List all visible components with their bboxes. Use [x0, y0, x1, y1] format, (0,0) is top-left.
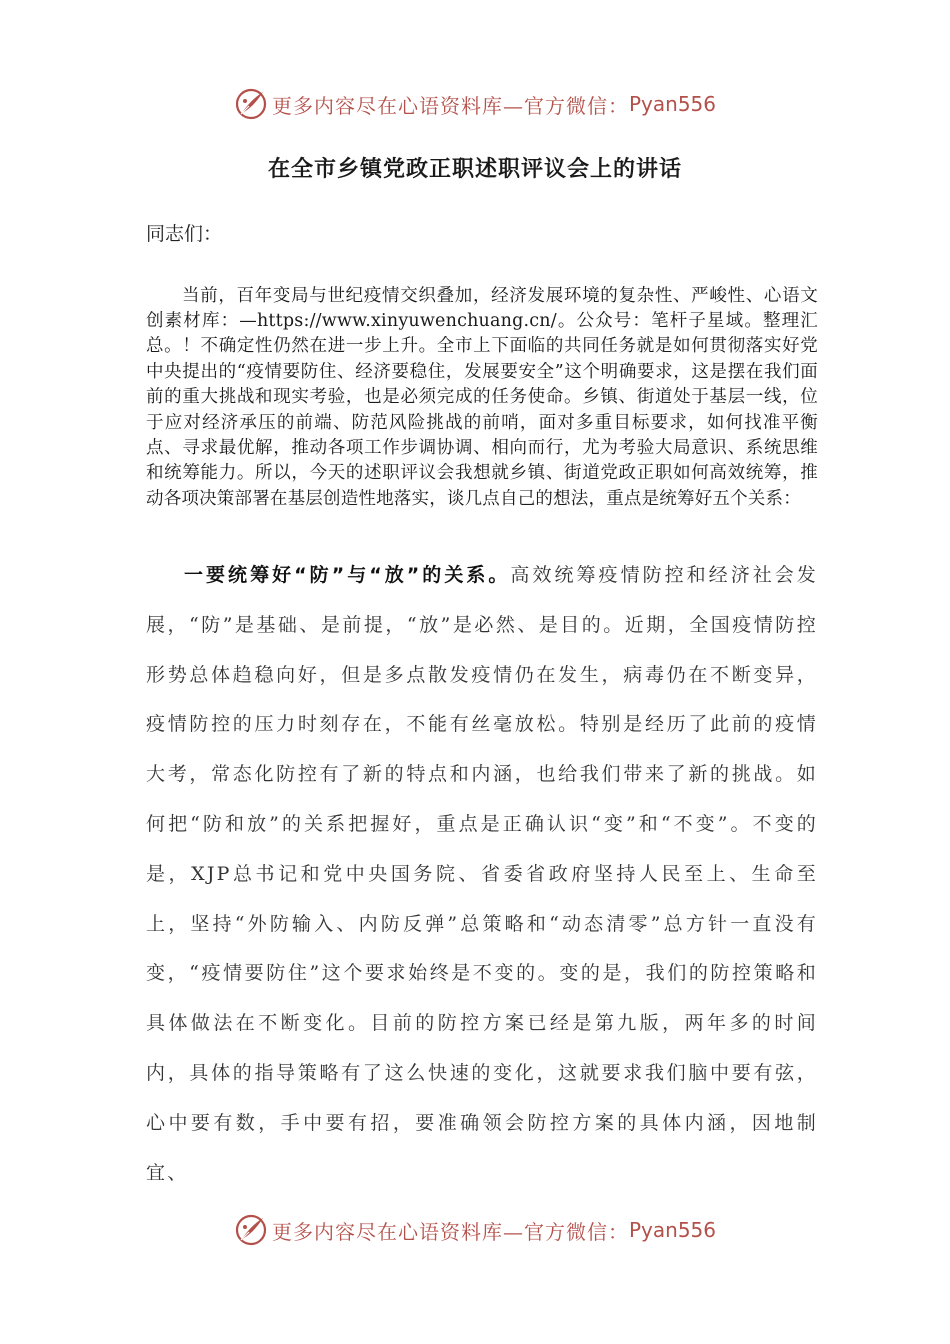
intro-paragraph: 当前，百年变局与世纪疫情交织叠加，经济发展环境的复杂性、严峻性、心语文创素材库：—https://www.xinyuwenchuang.cn/。公众号：笔杆子星域。整理汇总。！不确定性仍然在进一步上升。全市上下面临的共同任务就是如何贯彻落实好党中央提出的“疫情要防住、经济要稳住，发展要安全”这个明确要求，这是摆在我们面前的重大挑战和现实考验，也是必须完成的任务使命。乡镇、街道处于基层一线，位于应对经济承压的前端、防范风险挑战的前哨，面对多重目标要求，如何找准平衡点、寻求最优解，推动各项工作步调协调、相向而行，尤为考验大局意识、系统思维和统筹能力。所以，今天的述职评议会我想就乡镇、街道党政正职如何高效统筹，推动各项决策部署在基层创造性地落实，谈几点自己的想法，重点是统筹好五个关系：: [146, 285, 818, 509]
quill-pen-logo-icon: [234, 1213, 268, 1247]
watermark-text: 更多内容尽在心语资料库: [271, 93, 503, 118]
section-1-paragraph: [146, 551, 818, 1198]
watermark-handle: Pyan556: [628, 92, 716, 116]
section-1-heading: 一要统筹好“防”与“放”的关系。: [184, 564, 511, 586]
page-title: 在全市乡镇党政正职述职评议会上的讲话: [267, 157, 682, 182]
watermark-separator: —官方微信：: [502, 93, 629, 118]
footer-watermark: [0, 1210, 950, 1250]
watermark-handle: Pyan556: [628, 1218, 716, 1242]
header-watermark: [0, 84, 950, 124]
watermark-text: 更多内容尽在心语资料库: [271, 1219, 503, 1244]
greeting: 同志们：: [146, 223, 223, 245]
section-1-body: 高效统筹疫情防控和经济社会发展，“防”是基础、是前提，“放”是必然、是目的。近期，全国疫情防控形势总体趋稳向好，但是多点散发疫情仍在发生，病毒仍在不断变异，疫情防控的压力时刻存在，不能有丝毫放松。特别是经历了此前的疫情大考，常态化防控有了新的特点和内涵，也给我们带来了新的挑战。如何把“防和放”的关系把握好，重点是正确认识“变”和“不变”。不变的是，XJP总书记和党中央国务院、省委省政府坚持人民至上、生命至上，坚持“外防输入、内防反弹”总策略和“动态清零”总方针一直没有变，“疫情要防住”这个要求始终是不变的。变的是，我们的防控策略和具体做法在不断变化。目前的防控方案已经是第九版，两年多的时间内，具体的指导策略有了这么快速的变化，这就要求我们脑中要有弦，心中要有数，手中要有招，要准确领会防控方案的具体内涵，因地制宜、: [146, 564, 818, 1184]
quill-pen-logo-icon: [234, 87, 268, 121]
watermark-separator: —官方微信：: [502, 1219, 629, 1244]
